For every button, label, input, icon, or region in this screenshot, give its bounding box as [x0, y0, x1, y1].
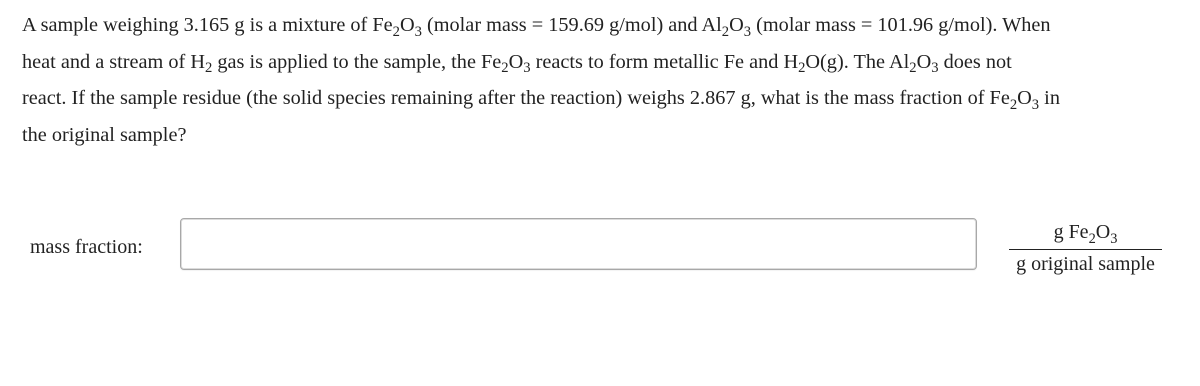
question-line-2	[22, 44, 1184, 81]
unit-numerator	[1008, 218, 1163, 249]
question-text-segment: (molar mass = 159.69 g/mol) and Al	[421, 14, 722, 36]
subscript: 2	[909, 60, 917, 77]
question-text-segment: in	[1039, 87, 1060, 109]
question-text-segment: heat and a stream of H	[22, 50, 206, 73]
question-text-segment: O	[508, 50, 524, 73]
question-text-segment: O	[399, 14, 415, 36]
subscript: 2	[205, 60, 213, 77]
question-text-segment: does not	[938, 50, 1012, 73]
unit-fraction	[1008, 218, 1163, 278]
question-text	[22, 7, 1184, 153]
question-text-segment: react. If the sample residue (the solid species remaining after the reaction) weighs 2.867 g, what is the mass fraction of Fe	[22, 87, 1010, 109]
subscript: 3	[414, 23, 422, 40]
question-text-segment: O	[729, 14, 744, 36]
mass-fraction-input[interactable]	[180, 218, 977, 270]
question-line-3	[22, 80, 1184, 117]
mass-fraction-label: mass fraction:	[30, 236, 143, 258]
subscript: 2	[501, 60, 509, 77]
question-text-segment: reacts to form metallic Fe and H	[530, 50, 799, 73]
unit-text-segment: O	[1095, 221, 1111, 243]
subscript: 3	[523, 60, 531, 77]
subscript: 2	[1009, 96, 1018, 113]
question-text-segment: O(g). The Al	[805, 50, 910, 73]
subscript: 2	[392, 23, 400, 40]
subscript: 2	[721, 23, 730, 40]
question-text-segment: the original sample?	[22, 123, 187, 146]
subscript: 2	[798, 60, 806, 77]
question-text-segment: A sample weighing 3.165 g is a mixture of Fe	[22, 14, 393, 36]
question-line-4	[22, 117, 1184, 154]
question-text-segment: O	[1017, 87, 1032, 109]
subscript: 3	[1110, 230, 1118, 247]
subscript: 3	[931, 60, 939, 77]
question-line-1	[22, 7, 1184, 44]
question-text-segment: (molar mass = 101.96 g/mol). When	[751, 14, 1051, 36]
unit-text-segment: g Fe	[1053, 221, 1089, 243]
question-text-segment: O	[916, 50, 932, 73]
subscript: 3	[743, 23, 752, 40]
subscript: 3	[1031, 96, 1040, 113]
subscript: 2	[1088, 230, 1096, 247]
question-text-segment: gas is applied to the sample, the Fe	[212, 50, 502, 73]
unit-denominator: g original sample	[1016, 253, 1155, 275]
